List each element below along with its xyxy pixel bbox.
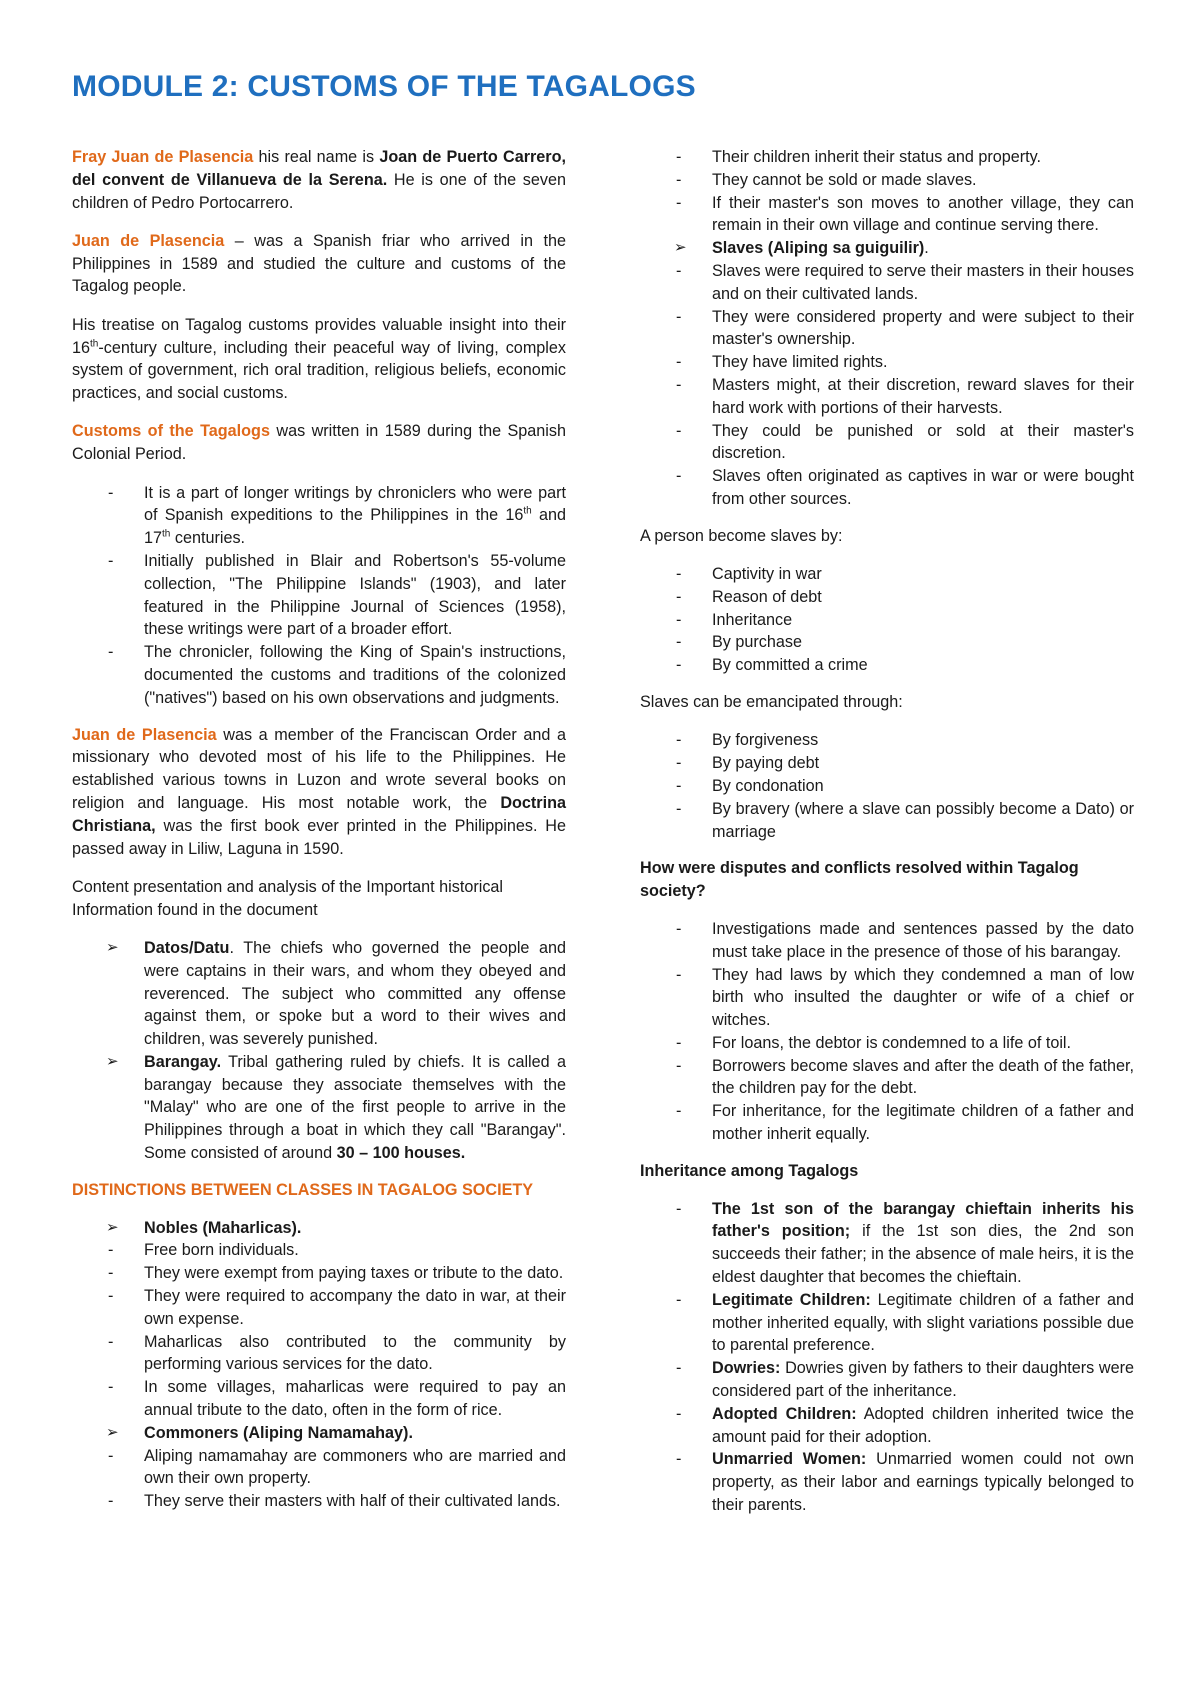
paragraph-become-slaves: A person become slaves by: (640, 526, 843, 545)
list-item: - They were considered property and were subject to their master's ownership. (640, 306, 1134, 352)
list-item: - Aliping namamahay are commoners who are married and own their own property. (72, 1445, 566, 1491)
text: was a member of the Franciscan Order and a missionary who devoted most of his life to the Philippines. He established various towns in Luzon and wrote several books on religion and language. His most notable work, the (72, 725, 566, 812)
bold-text: Datos/Datu (144, 938, 230, 957)
bold-text: Commoners (Aliping Namamahay). (144, 1423, 413, 1442)
section-heading-disputes: How were disputes and conflicts resolved within Tagalog society? (640, 859, 1079, 901)
bold-text: 30 – 100 houses. (336, 1144, 466, 1163)
text: His treatise on Tagalog customs provides valuable insight into their 16 (72, 315, 566, 357)
list-item: - By purchase (640, 631, 1134, 654)
right-column (640, 146, 1134, 1531)
list-item: - For inheritance, for the legitimate children of a father and mother inherit equally. (640, 1100, 1134, 1146)
become-slaves-list (640, 563, 1134, 677)
list-item: - Masters might, at their discretion, reward slaves for their hard work with portions of their harvests. (640, 374, 1134, 420)
list-item: - Inheritance (640, 609, 1134, 632)
list-item: - Slaves often originated as captives in war or were bought from other sources. (640, 465, 1134, 511)
left-column (72, 146, 566, 1527)
list-item (72, 482, 566, 550)
highlight-name: Juan de Plasencia (72, 231, 225, 250)
slaves-list (640, 260, 1134, 511)
paragraph-plasencia-intro (72, 230, 566, 298)
disputes-list (640, 918, 1134, 1146)
text: centuries. (170, 529, 246, 548)
list-item (640, 1357, 1134, 1403)
list-item: - By forgiveness (640, 729, 1134, 752)
superscript: th (90, 338, 99, 350)
bold-text: Barangay. (144, 1052, 222, 1071)
paragraph-content-presentation: Content presentation and analysis of the Important historical Information found in the document (72, 877, 504, 919)
list-item: - They have limited rights. (640, 351, 1134, 374)
text: and 17 (144, 506, 566, 548)
list-item: - They had laws by which they condemned a man of low birth who insulted the daughter or wife of a chief or witches. (640, 964, 1134, 1032)
list-item: - By committed a crime (640, 654, 1134, 677)
bold-text: The 1st son of the barangay chieftain inherits his father's position; (712, 1199, 1134, 1241)
list-item: - If their master's son moves to another village, they can remain in their own village and continue serving there. (640, 192, 1134, 238)
highlight-name: Fray Juan de Plasencia (72, 148, 254, 166)
list-item (640, 1448, 1134, 1516)
list-item: - Maharlicas also contributed to the community by performing various services for the dato. (72, 1331, 566, 1377)
text: Legitimate children of a father and mother inherited equally, with slight variations possible due to parental preference. (712, 1290, 1134, 1355)
text: Unmarried women could not own property, as their labor and earnings typically belonged to their parents. (712, 1450, 1134, 1515)
paragraph-treatise (72, 314, 566, 405)
highlight-name: Juan de Plasencia (72, 725, 217, 744)
list-item: - Initially published in Blair and Robertson's 55-volume collection, "The Philippine Islands" (1903), and later featured in the Philippine Journal of Sciences (1958), these writings were part of a broader effort. (72, 550, 566, 641)
list-item: - Their children inherit their status and property. (640, 146, 1134, 169)
list-item: - They cannot be sold or made slaves. (640, 169, 1134, 192)
chronicler-list (72, 482, 566, 710)
list-item: - Investigations made and sentences passed by the dato must take place in the presence of those of his barangay. (640, 918, 1134, 964)
arrow-item-nobles (72, 1217, 566, 1240)
text: . The chiefs who governed the people and were captains in their wars, and whom they obeyed and reverenced. The subject who committed any offense against them, or spoke but a word to their wives and children, was severely punished. (144, 938, 566, 1049)
nobles-list (72, 1239, 566, 1421)
superscript: th (523, 505, 532, 517)
arrow-item-datu (72, 937, 566, 1051)
text: – was a Spanish friar who arrived in the Philippines in 1589 and studied the culture and customs of the Tagalog people. (72, 231, 566, 296)
list-item: - They were required to accompany the dato in war, at their own expense. (72, 1285, 566, 1331)
section-heading-classes: DISTINCTIONS BETWEEN CLASSES IN TAGALOG SOCIETY (72, 1180, 534, 1199)
section-heading-inheritance: Inheritance among Tagalogs (640, 1161, 859, 1180)
list-item: - They serve their masters with half of their cultivated lands. (72, 1490, 566, 1513)
bold-text: Joan de Puerto Carrero, del convent de Villanueva de la Serena. (72, 148, 566, 189)
commoners-continued-list (640, 146, 1134, 237)
list-item: - Free born individuals. (72, 1239, 566, 1262)
bold-text: Nobles (Maharlicas). (144, 1218, 302, 1237)
bold-text: Doctrina Christiana, (72, 793, 566, 835)
list-item: - By paying debt (640, 752, 1134, 775)
text: was written in 1589 during the Spanish Colonial Period. (72, 422, 566, 464)
text: . (924, 239, 929, 258)
paragraph-customs-written (72, 420, 566, 466)
bold-text: Unmarried Women: (712, 1450, 867, 1469)
emancipate-list (640, 729, 1134, 843)
list-item: - By condonation (640, 775, 1134, 798)
list-item: - For loans, the debtor is condemned to a life of toil. (640, 1032, 1134, 1055)
list-item: - The chronicler, following the King of Spain's instructions, documented the customs and traditions of the colonized ("natives") based on his own observations and judgments. (72, 641, 566, 709)
bold-text: Dowries: (712, 1359, 781, 1378)
bold-text: Adopted Children: (712, 1404, 857, 1423)
text: Adopted children inherited twice the amount paid for their adoption. (712, 1404, 1134, 1446)
text: It is a part of longer writings by chroniclers who were part of Spanish expeditions to the Philippines in the 16 (144, 483, 566, 525)
list-item (640, 1403, 1134, 1449)
arrow-item-commoners (72, 1422, 566, 1445)
text: was the first book ever printed in the Philippines. He passed away in Liliw, Laguna in 1590. (72, 816, 566, 858)
text: Dowries given by fathers to their daughters were considered part of the inheritance. (712, 1359, 1134, 1401)
superscript: th (162, 528, 171, 540)
list-item: - Reason of debt (640, 586, 1134, 609)
bold-text: Legitimate Children: (712, 1290, 871, 1309)
list-item (640, 1289, 1134, 1357)
text: Tribal gathering ruled by chiefs. It is called a barangay because they associate themselves with the "Malay" who are one of the first people to arrive in the Philippines through a boat in which they call "Barangay". Some consisted of around (144, 1052, 566, 1163)
list-item: - In some villages, maharlicas were required to pay an annual tribute to the dato, often in the form of rice. (72, 1376, 566, 1422)
list-item: - Borrowers become slaves and after the death of the father, the children pay for the debt. (640, 1055, 1134, 1101)
text: He is one of the seven children of Pedro Portocarrero. (72, 170, 566, 212)
paragraph-franciscan (72, 724, 566, 861)
list-item (640, 1198, 1134, 1289)
highlight-title: Customs of the Tagalogs (72, 422, 270, 441)
list-item: - By bravery (where a slave can possibly become a Dato) or marriage (640, 798, 1134, 844)
bold-text: Slaves (Aliping sa guiguilir) (712, 239, 925, 258)
arrow-item-barangay (72, 1051, 566, 1165)
list-item: - They could be punished or sold at their master's discretion. (640, 420, 1134, 466)
list-item: - Slaves were required to serve their masters in their houses and on their cultivated lands. (640, 260, 1134, 306)
text: -century culture, including their peaceful way of living, complex system of government, rich oral tradition, religious beliefs, economic practices, and social customs. (72, 338, 566, 403)
page-title: MODULE 2: CUSTOMS OF THE TAGALOGS (72, 70, 696, 103)
text: his real name is (253, 148, 380, 166)
paragraph-emancipate: Slaves can be emancipated through: (640, 693, 903, 712)
list-item: - They were exempt from paying taxes or tribute to the dato. (72, 1262, 566, 1285)
commoners-list (72, 1445, 566, 1513)
paragraph-plasencia-name (72, 146, 566, 214)
arrow-item-slaves (640, 237, 1134, 260)
inheritance-list (640, 1198, 1134, 1517)
list-item: - Captivity in war (640, 563, 1134, 586)
text: if the 1st son dies, the 2nd son succeeds their father; in the absence of male heirs, it is the eldest daughter that becomes the chieftain. (712, 1222, 1135, 1287)
